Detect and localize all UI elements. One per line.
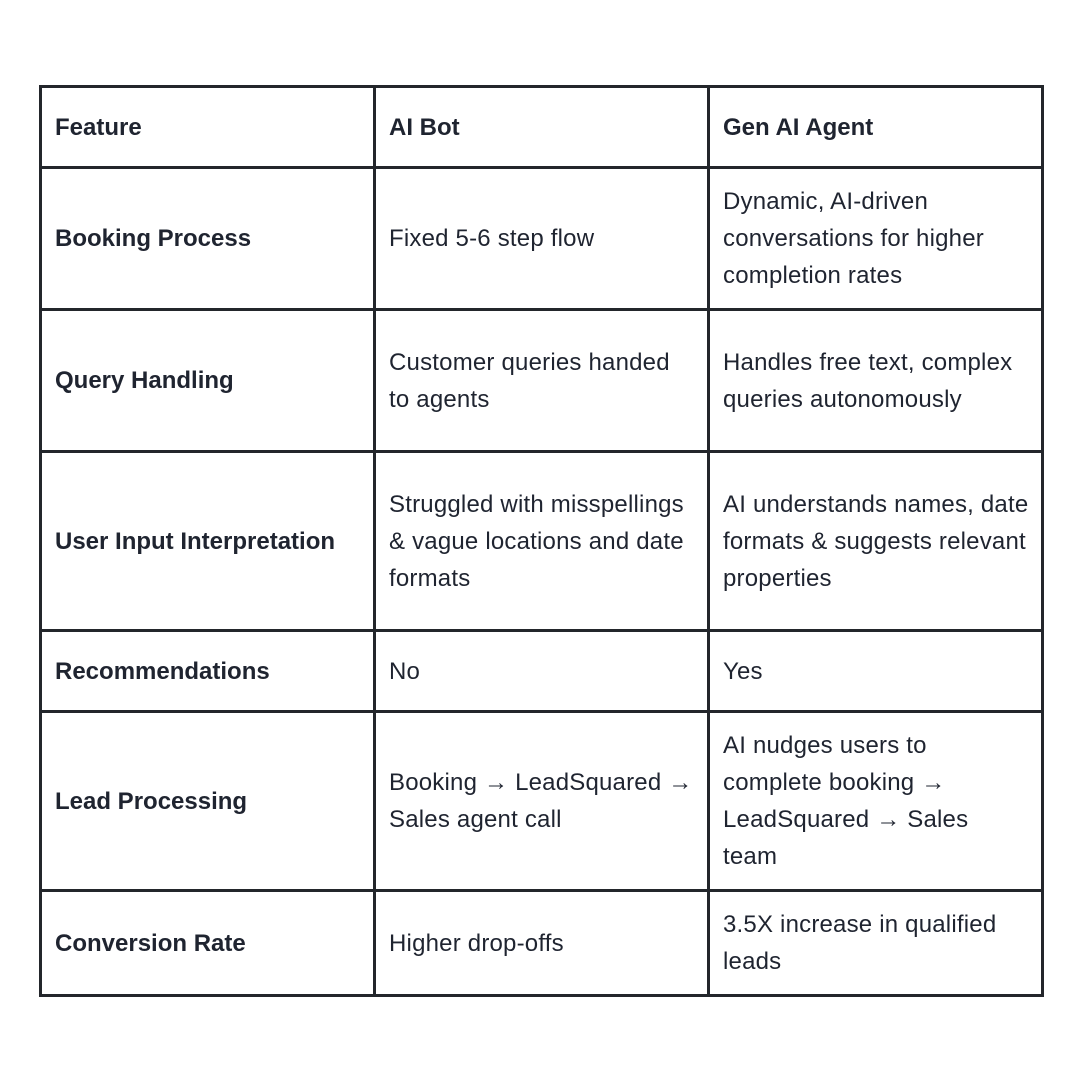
table-row (41, 631, 1043, 712)
table-header (41, 87, 1043, 168)
ai-bot-cell: Fixed 5-6 step flow (375, 168, 709, 310)
ai-bot-cell: Customer queries handed to agents (375, 310, 709, 452)
table-row (41, 891, 1043, 996)
header-feature: Feature (41, 87, 375, 168)
gen-ai-agent-cell: Yes (709, 631, 1043, 712)
feature-cell: Recommendations (41, 631, 375, 712)
feature-cell: Conversion Rate (41, 891, 375, 996)
feature-cell: User Input Interpretation (41, 452, 375, 631)
comparison-table (39, 85, 1044, 997)
ai-bot-cell: Higher drop-offs (375, 891, 709, 996)
table-row (41, 168, 1043, 310)
table-row (41, 712, 1043, 891)
table-body (41, 168, 1043, 996)
table-row (41, 310, 1043, 452)
gen-ai-agent-cell: AI understands names, date formats & suggests relevant properties (709, 452, 1043, 631)
ai-bot-cell: Struggled with misspellings & vague locations and date formats (375, 452, 709, 631)
table-row (41, 452, 1043, 631)
gen-ai-agent-cell: Dynamic, AI-driven conversations for higher completion rates (709, 168, 1043, 310)
header-ai-bot: AI Bot (375, 87, 709, 168)
gen-ai-agent-cell: Handles free text, complex queries autonomously (709, 310, 1043, 452)
ai-bot-cell: No (375, 631, 709, 712)
gen-ai-agent-cell: 3.5X increase in qualified leads (709, 891, 1043, 996)
ai-bot-cell: Booking → LeadSquared → Sales agent call (375, 712, 709, 891)
header-gen-ai-agent: Gen AI Agent (709, 87, 1043, 168)
header-row (41, 87, 1043, 168)
feature-cell: Query Handling (41, 310, 375, 452)
feature-cell: Booking Process (41, 168, 375, 310)
gen-ai-agent-cell: AI nudges users to complete booking → LeadSquared → Sales team (709, 712, 1043, 891)
feature-cell: Lead Processing (41, 712, 375, 891)
